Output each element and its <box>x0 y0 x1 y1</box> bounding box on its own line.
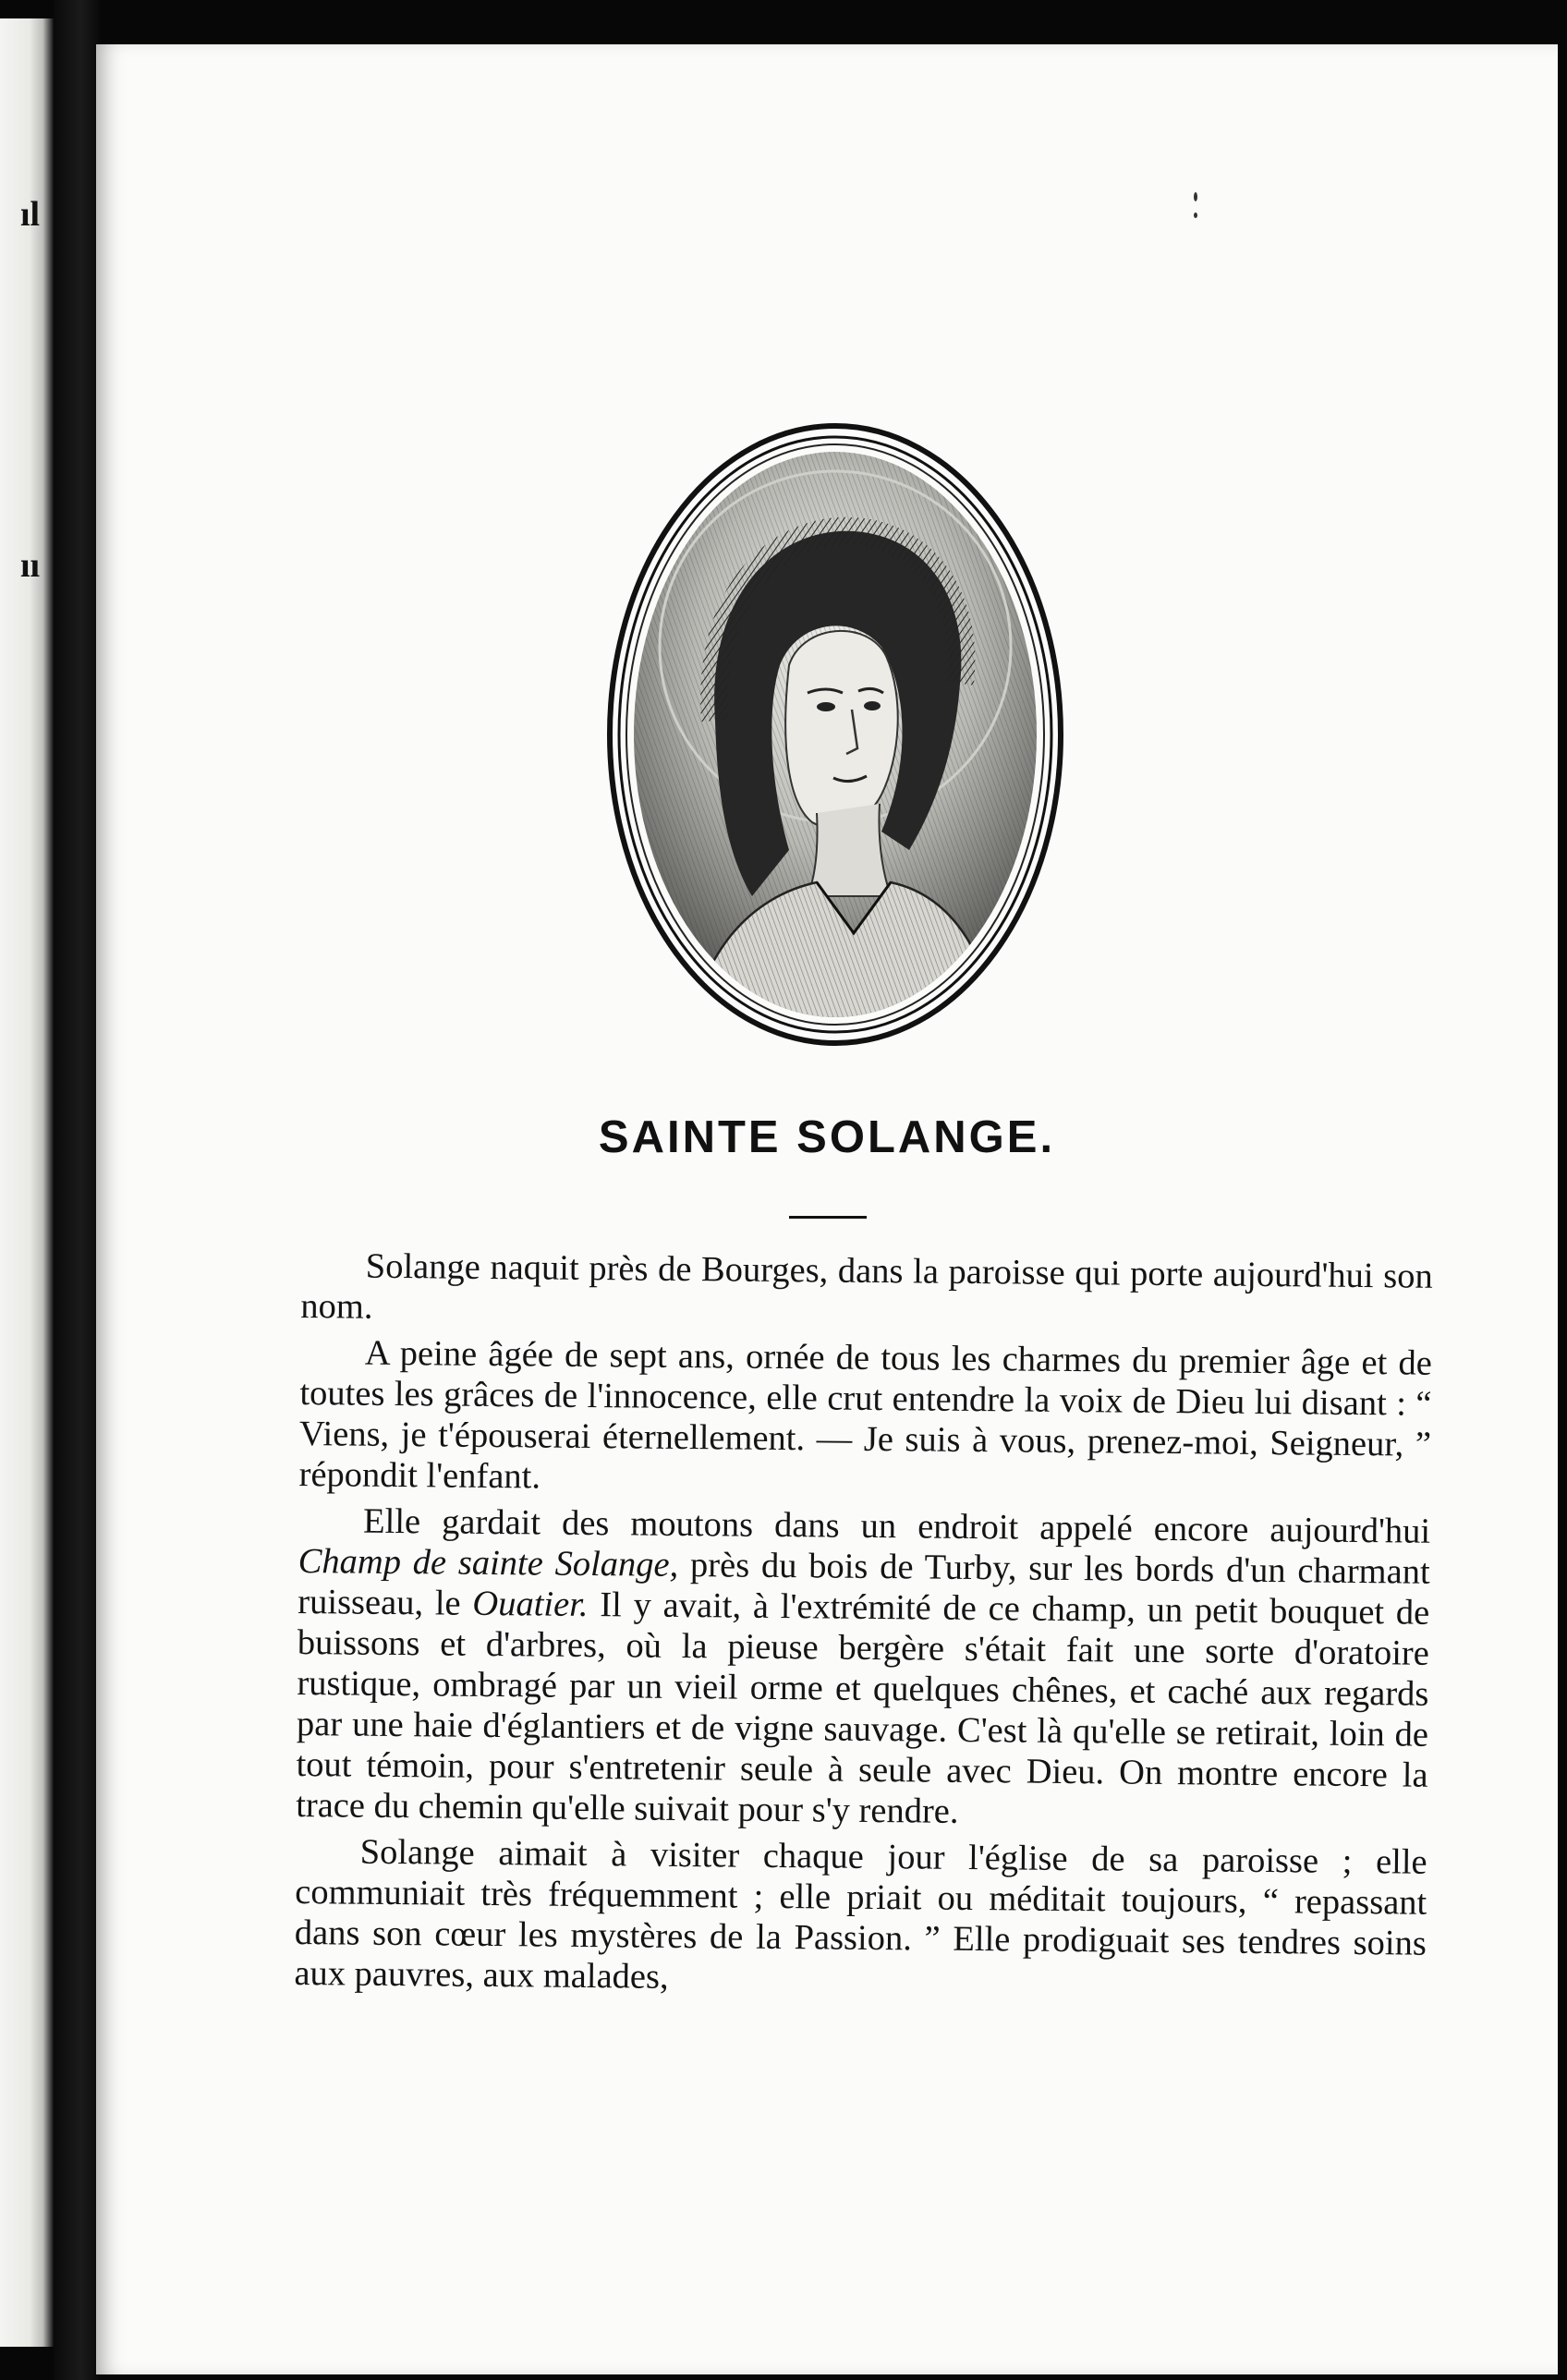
page-title: SAINTE SOLANGE. <box>598 1112 1056 1162</box>
italic-text: Champ de sainte Solange, <box>298 1541 679 1585</box>
paper-speck <box>1194 192 1197 201</box>
previous-page-edge <box>0 18 54 2347</box>
text-run: Il y avait, à l'extrémité de ce champ, un petit bouquet de buissons et d'arbres, où la pieuse bergère s'était fait une sorte d'oratoire rustique, ombragé par un vieil orme et quelques chênes, et caché aux regards par une haie d'églantiers et de vigne sauvage. C'est là qu'elle se retirait, loin de tout témoin, pour s'entretenir seule à seule avec Dieu. On montre encore la trace du chemin qu'elle suivait pour s'y rendre. <box>295 1585 1430 1831</box>
title-divider <box>789 1216 867 1219</box>
edge-text-fragment: ıı <box>20 546 41 585</box>
paper-speck <box>1194 212 1197 218</box>
page <box>96 44 1558 2374</box>
text-run: Elle gardait des moutons dans un endroit appelé encore aujourd'hui <box>362 1501 1431 1551</box>
edge-text-fragment: ıl <box>20 195 41 234</box>
paragraph <box>294 1831 1427 2005</box>
paragraph <box>296 1500 1430 1837</box>
italic-text: Ouatier. <box>472 1584 589 1624</box>
portrait-engraving <box>604 416 1066 1053</box>
text-run: près du bois de Turby, sur les bords d'un charmant ruisseau, le <box>298 1545 1430 1623</box>
text-run: Solange naquit près de Bourges, dans la paroisse qui porte aujourd'hui son nom. <box>300 1246 1433 1327</box>
paragraph <box>300 1245 1433 1338</box>
paragraph <box>298 1332 1432 1506</box>
body-text <box>294 1245 1433 2010</box>
book-gutter <box>54 0 100 2380</box>
text-run: A peine âgée de sept ans, ornée de tous les charmes du premier âge et de toutes les grâces de l'innocence, elle crut entendre la voix de Dieu lui disant : “ Viens, je t'épouserai éternellement. — Je suis à vous, prenez-moi, Seigneur, ” répondit l'enfant. <box>298 1333 1433 1497</box>
text-run: Solange aimait à visiter chaque jour l'église de sa paroisse ; elle communiait très fréquemment ; elle priait ou méditait toujours, “ repassant dans son cœur les mystères de la Passion. ” Elle prodiguait ses tendres soins aux pauvres, aux malades, <box>294 1832 1427 1997</box>
